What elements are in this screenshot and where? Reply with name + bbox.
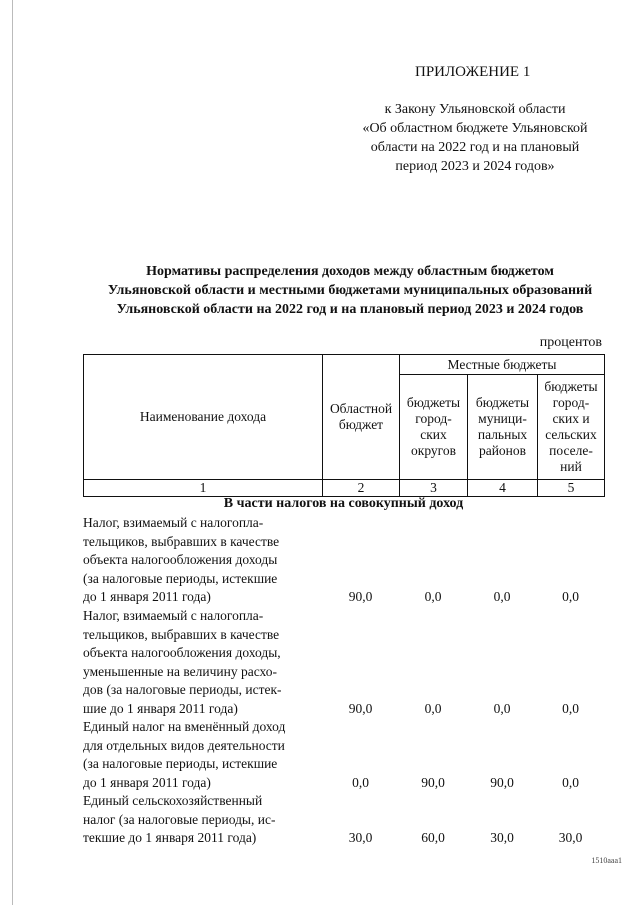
value-urban: 90,0 (421, 774, 445, 790)
appendix-subtitle-line: период 2023 и 2024 годов» (395, 159, 555, 174)
income-name-line: тельщиков, выбравших в качестве (83, 533, 280, 549)
appendix-subtitle-line: к Закону Ульяновской области (384, 102, 566, 117)
income-name (83, 792, 319, 848)
income-name-line: для отдельных видов деятельности (83, 737, 285, 753)
header-text: бюджеты (544, 379, 598, 394)
value-urban: 0,0 (424, 589, 442, 605)
header-text: ний (560, 459, 582, 474)
header-text: пальных (477, 427, 528, 442)
table-header (83, 354, 605, 497)
income-name-line: (за налоговые периоды, истекшие (83, 570, 278, 586)
table-row (83, 514, 604, 607)
income-name (83, 718, 319, 792)
value-municipal: 30,0 (490, 830, 514, 846)
column-number: 1 (84, 480, 323, 497)
income-name (83, 514, 319, 607)
income-name-line: Единый налог на вменённый доход (83, 719, 286, 734)
header-urban-districts (400, 375, 468, 480)
header-regional-budget (323, 355, 400, 480)
income-name-line: объекта налогообложения доходы, (83, 645, 281, 661)
value-regional: 0,0 (352, 774, 369, 790)
value-settlement: 0,0 (562, 700, 579, 716)
header-municipal-districts (468, 375, 538, 480)
column-number: 3 (400, 480, 468, 497)
value-regional: 90,0 (348, 589, 373, 605)
value-regional: 30,0 (348, 830, 373, 846)
value-urban: 60,0 (421, 830, 445, 846)
page-edge-line (12, 0, 13, 905)
income-name-line: до 1 января 2011 года) (83, 774, 211, 790)
value-municipal: 0,0 (493, 700, 511, 716)
income-name-line: тельщиков, выбравших в качестве (83, 626, 280, 642)
income-name-line: объекта налогообложения доходы (83, 552, 278, 568)
table-row (83, 718, 604, 792)
header-text: город- (415, 411, 452, 426)
income-name-line: шие до 1 января 2011 года) (83, 700, 238, 716)
header-text: поселе- (549, 443, 593, 458)
income-name-line: дов (за налоговые периоды, истек- (83, 682, 282, 698)
header-text: районов (478, 443, 527, 458)
header-text: ских и (552, 411, 590, 426)
income-name-line: (за налоговые периоды, истекшие (83, 756, 278, 772)
header-text: бюджеты (475, 395, 530, 410)
table-row (83, 792, 604, 848)
income-name-line: Налог, взимаемый с налогопла- (83, 608, 264, 623)
value-municipal: 90,0 (490, 774, 514, 790)
header-text: сельских (545, 427, 597, 442)
value-settlement: 0,0 (562, 589, 579, 605)
header-text: бюджеты (406, 395, 461, 410)
header-text: ских (420, 427, 447, 442)
appendix-title: ПРИЛОЖЕНИЕ 1 (415, 64, 531, 80)
value-urban: 0,0 (424, 700, 442, 716)
header-settlements (538, 375, 605, 480)
table-row (83, 607, 604, 719)
header-income-name: Наименование дохода (84, 355, 323, 480)
document-title-line: Нормативы распределения доходов между областным бюджетом (146, 264, 554, 279)
column-number: 4 (468, 480, 538, 497)
value-settlement: 0,0 (562, 774, 579, 790)
income-name-line: налог (за налоговые периоды, ис- (83, 811, 276, 827)
header-text: округов (411, 443, 456, 458)
income-name-line: уменьшенные на величину расхо- (83, 663, 278, 679)
document-stamp: 1510ааа1 (591, 856, 622, 865)
document-title-line: Ульяновской области на 2022 год и на плановый период 2023 и 2024 годов (116, 302, 584, 317)
header-text: муници- (478, 411, 527, 426)
units-label: процентов (539, 335, 602, 350)
header-local-budgets: Местные бюджеты (400, 355, 605, 375)
document-title (70, 262, 630, 319)
income-name-line: Единый сельскохозяйственный (83, 793, 263, 808)
column-number: 2 (323, 480, 400, 497)
appendix-subtitle-line: «Об областном бюджете Ульяновской (362, 121, 588, 136)
header-text: город- (552, 395, 590, 410)
income-name (83, 607, 319, 719)
header-text: бюджет (338, 417, 384, 432)
value-regional: 90,0 (348, 700, 373, 716)
value-settlement: 30,0 (558, 830, 583, 846)
appendix-subtitle-line: области на 2022 год и на плановый (370, 140, 580, 155)
appendix-subtitle (330, 100, 620, 176)
column-number: 5 (538, 480, 605, 497)
income-name-line: Налог, взимаемый с налогопла- (83, 515, 264, 530)
header-text: Областной (329, 401, 393, 416)
section-title: В части налогов на совокупный доход (223, 496, 464, 511)
document-title-line: Ульяновской области и местными бюджетами муниципальных образований (107, 283, 593, 298)
value-municipal: 0,0 (493, 589, 511, 605)
income-name-line: до 1 января 2011 года) (83, 589, 211, 605)
income-name-line: текшие до 1 января 2011 года) (83, 830, 257, 846)
